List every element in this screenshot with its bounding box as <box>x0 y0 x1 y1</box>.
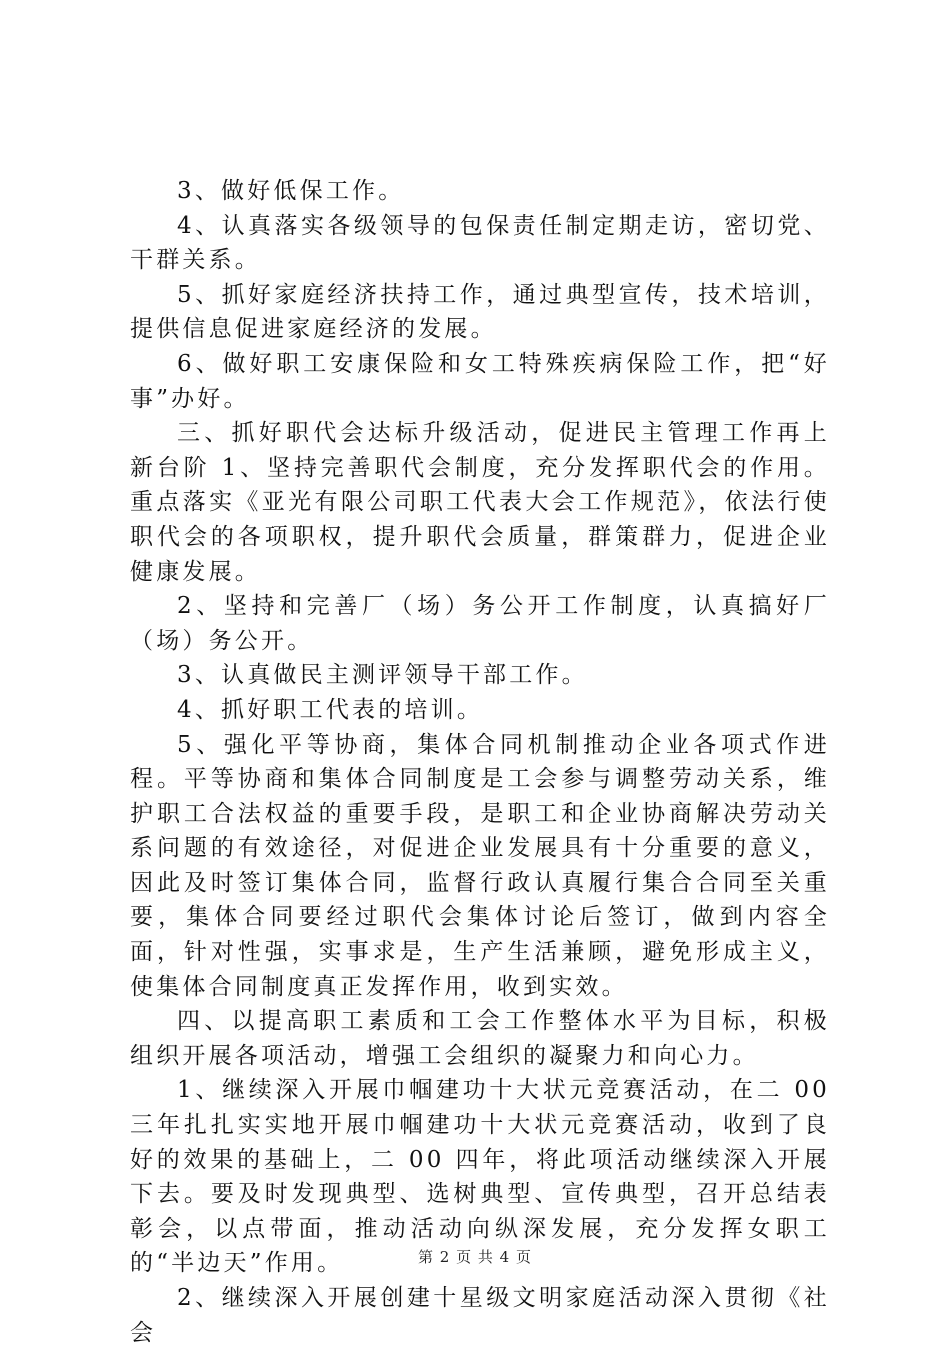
paragraph-low-income-security: 3、做好低保工作。 <box>177 178 405 204</box>
page-number-footer: 第 2 页 共 4 页 <box>418 1248 532 1266</box>
paragraph-collective-contract: 5、强化平等协商，集体合同机制推动企业各项式作进程。平等协商和集体合同制度是工会参与调整劳动关系，维护职工合法权益的重要手段，是职工和企业协商解决劳动关系问题的有效途径，对促进企业发展具有十分重要的意义，因此及时签订集体合同，监督行政认真履行集合合同至关重要，集体合同要经过职代会集体讨论后签订，做到内容全面，针对性强，实事求是，生产生活兼顾，避免形成主义，使集体合同制度真正发挥作用，收到实效。 <box>130 731 830 1000</box>
paragraph-insurance: 6、做好职工安康保险和女工特殊疾病保险工作，把“好事”办好。 <box>130 350 830 412</box>
paragraph-women-competition: 1、继续深入开展巾帼建功十大状元竞赛活动，在二 00 三年扎扎实实地开展巾帼建功十大状元竞赛活动，收到了良好的效果的基础上，二 00 四年，将此项活动继续深入开展下去。要及时发现典型、选树典型、宣传典型，召开总结表彰会，以点带面，推动活动向纵深发展，充分发挥女职工的“半边天”作用。 <box>130 1077 830 1277</box>
paragraph-family-economy: 5、抓好家庭经济扶持工作，通过典型宣传，技术培训，提供信息促进家庭经济的发展。 <box>130 281 830 343</box>
paragraph-democratic-evaluation: 3、认真做民主测评领导干部工作。 <box>177 662 588 689</box>
paragraph-leader-visits: 4、认真落实各级领导的包保责任制定期走访，密切党、干群关系。 <box>130 212 830 274</box>
paragraph-factory-affairs: 2、坚持和完善厂（场）务公开工作制度，认真搞好厂（场）务公开。 <box>130 593 830 654</box>
paragraph-civilized-family: 2、继续深入开展创建十星级文明家庭活动深入贯彻《社会 <box>130 1285 830 1346</box>
paragraph-representative-training: 4、抓好职工代表的培训。 <box>177 696 484 723</box>
document-body <box>130 174 830 1350</box>
paragraph-section-four: 四、以提高职工素质和工会工作整体水平为目标，积极组织开展各项活动，增强工会组织的凝聚力和向心力。 <box>130 1008 830 1069</box>
paragraph-section-three: 三、抓好职代会达标升级活动，促进民主管理工作再上新台阶 1、坚持完善职代会制度，充分发挥职代会的作用。重点落实《亚光有限公司职工代表大会工作规范》，依法行使职代会的各项职权，提升职代会质量，群策群力，促进企业健康发展。 <box>130 420 830 585</box>
